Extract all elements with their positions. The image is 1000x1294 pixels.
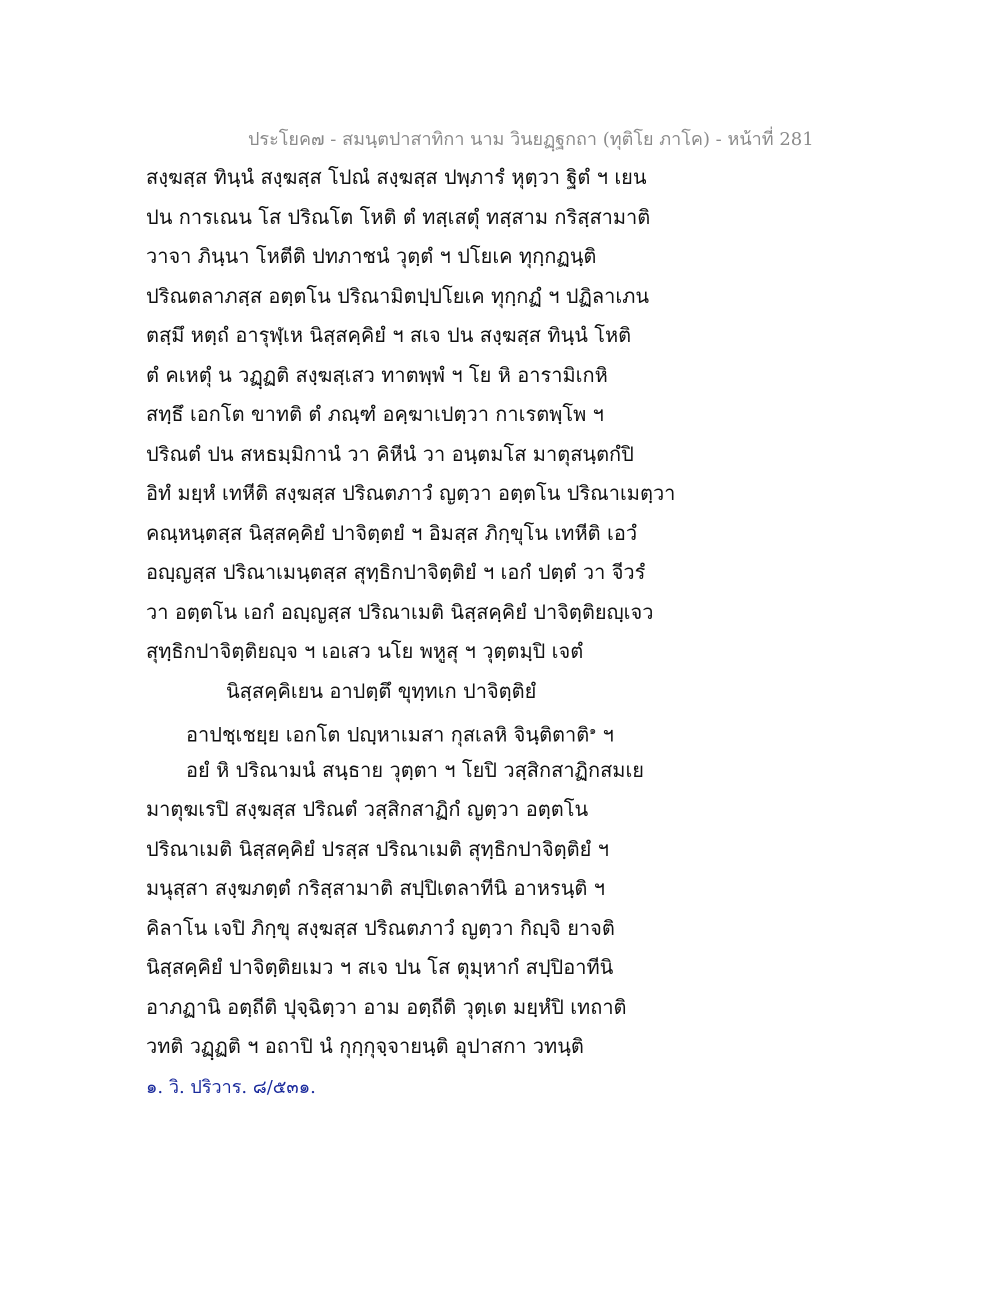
paragraph-first-line: อยํ หิ ปริณามนํ สนฺธาย วุตฺตา ฯ โยปิ วสฺสิกสาฏิกสมเย	[186, 757, 645, 782]
body-line: ปริณตลาภสฺส อตฺตโน ปริณามิตปฺปโยเค ทุกฺกฏํ ฯ ปฏิลาเภน	[146, 283, 650, 308]
body-line: ตํ คเหตุํ น วฏฺฏติ สงฺฆสฺเสว ทาตพฺพํ ฯ โย หิ อารามิเกหิ	[146, 362, 608, 387]
body-line: วทติ วฏฺฏติ ฯ อถาปิ นํ กุกฺกุจฺจายนฺติ อุปาสกา วทนฺติ	[146, 1034, 584, 1058]
body-line: สงฺฆสฺส ทินฺนํ สงฺฆสฺส โปณํ สงฺฆสฺส ปพฺภารํ หุตฺวา ฐิตํ ฯ เยน	[146, 165, 647, 189]
body-line: มนุสฺสา สงฺฆภตฺตํ กริสฺสามาติ สปฺปิเตลาทีนิ อาหรนฺติ ฯ	[146, 876, 605, 900]
body-line: ตสฺมึ หตฺถํ อารุฬฺเห นิสฺสคฺคิยํ ฯ สเจ ปน สงฺฆสฺส ทินฺนํ โหติ	[146, 323, 632, 347]
body-line: คิลาโน เจปิ ภิกฺขุ สงฺฆสฺส ปริณตภาวํ ญตฺวา กิญฺจิ ยาจติ	[146, 915, 615, 940]
body-line: สุทฺธิกปาจิตฺติยญฺจ ฯ เอเสว นโย พหูสุ ฯ วุตฺตมฺปิ เจตํ	[146, 639, 584, 663]
verse-line-2	[146, 711, 706, 751]
footnote: ๑. วิ. ปริวาร. ๘/๕๓๑.	[146, 1077, 316, 1098]
footnote-marker: ๑	[589, 724, 597, 737]
body-line: สทฺธึ เอกโต ขาทติ ตํ ภณฺฑํ อคฺฆาเปตฺวา กาเรตพฺโพ ฯ	[146, 402, 604, 426]
body-line: ปริณาเมติ นิสฺสคฺคิยํ ปรสฺส ปริณาเมติ สุทฺธิกปาจิตฺติยํ ฯ	[146, 836, 609, 861]
verse-line-2-text: อาปชฺเชยฺย เอกโต ปญฺหาเมสา กุสเลหิ จินฺติตาติ	[186, 722, 590, 747]
body-line: มาตุฆเรปิ สงฺฆสฺส ปริณตํ วสฺสิกสาฏิกํ ญตฺวา อตฺตโน	[146, 797, 589, 821]
verse-line-2-end: ฯ	[596, 722, 614, 747]
body-line: ปน การเณน โส ปริณโต โหติ ตํ ทสฺเสตุํ ทสฺสาม กริสฺสามาติ	[146, 204, 651, 229]
body-line: อาภฏานิ อตฺถีติ ปุจฺฉิตฺวา อาม อตฺถีติ วุตฺเต มยฺหํปิ เทถาติ	[146, 994, 627, 1019]
body-line: อญฺญสฺส ปริณาเมนฺตสฺส สุทฺธิกปาจิตฺติยํ ฯ เอกํ ปตฺตํ วา จีวรํ	[146, 560, 646, 584]
body-line: อิทํ มยฺหํ เทหีติ สงฺฆสฺส ปริณตภาวํ ญตฺวา อตฺตโน ปริณาเมตฺวา	[146, 481, 676, 505]
body-line: วาจา ภินฺนา โหตีติ ปทภาชนํ วุตฺตํ ฯ ปโยเค ทุกฺกฏนฺติ	[146, 244, 597, 268]
body-line: ปริณตํ ปน สหธมฺมิกานํ วา คิหีนํ วา อนฺตมโส มาตุสนฺตกํปิ	[146, 441, 634, 466]
body-line: วา อตฺตโน เอกํ อญฺญสฺส ปริณาเมติ นิสฺสคฺคิยํ ปาจิตฺติยญฺเจว	[146, 599, 654, 624]
verse-line-1: นิสฺสคฺคิเยน อาปตฺตึ ขุทฺทเก ปาจิตฺติยํ	[226, 678, 537, 703]
body-text	[146, 158, 706, 1067]
body-line: นิสฺสคฺคิยํ ปาจิตฺติยเมว ฯ สเจ ปน โส ตุมฺหากํ สปฺปิอาทีนิ	[146, 955, 614, 979]
running-header: ประโยค๗ - สมนฺตปาสาทิกา นาม วินยฏฺฐกถา (ทุติโย ภาโค) - หน้าที่ 281	[248, 129, 814, 150]
body-line: คณฺหนฺตสฺส นิสฺสคฺคิยํ ปาจิตฺตยํ ฯ อิมสฺส ภิกฺขุโน เทหีติ เอวํ	[146, 520, 638, 545]
